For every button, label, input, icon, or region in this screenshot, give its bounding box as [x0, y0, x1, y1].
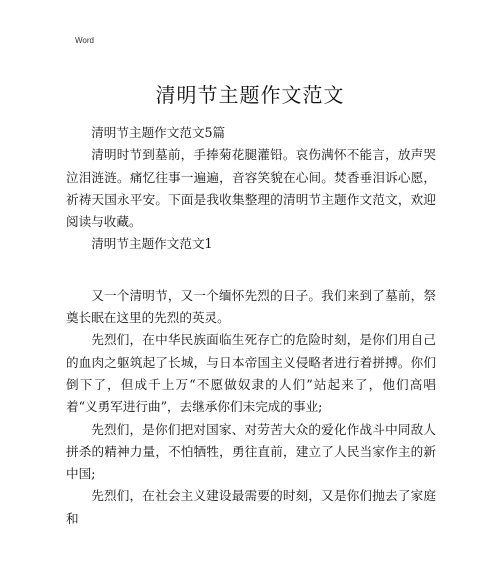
section-heading: 清明节主题作文范文1: [91, 236, 213, 252]
header-label: Word: [75, 36, 94, 45]
document-body: [66, 122, 436, 530]
intro-heading: 清明节主题作文范文5篇: [91, 125, 226, 140]
body-paragraph: 又一个清明节，又一个缅怀先烈的日子。我们来到了墓前，祭奠长眠在这里的先烈的英灵。: [66, 287, 436, 326]
document-title: 清明节主题作文范文: [155, 83, 345, 107]
blank-line: [66, 256, 436, 285]
body-paragraph: 先烈们，在社会主义建设最需要的时刻，又是你们抛去了家庭和: [66, 488, 436, 526]
body-paragraph: 先烈们，在中华民族面临生死存亡的危险时刻，是你们用自己的血肉之躯筑起了长城，与日本帝国主义侵略者进行着拼搏。你们倒下了，但成千上万“不愿做奴隶的人们”站起来了，他们高唱着“义勇军进行曲”，去继承你们未完成的事业;: [66, 332, 436, 415]
body-paragraph: 先烈们，是你们把对国家、对劳苦大众的爱化作战斗中同敌人拼杀的精神力量，不怕牺牲，勇往直前，建立了人民当家作主的新中国;: [66, 421, 436, 482]
intro-paragraph: 清明时节到墓前，手捧菊花腿灌铅。哀伤满怀不能言，放声哭泣泪涟涟。痛忆往事一遍遍，音容笑貌在心间。焚香垂泪诉心愿，祈祷天国永平安。下面是我收集整理的清明节主题作文范文，欢迎阅读与收藏。: [66, 147, 436, 230]
